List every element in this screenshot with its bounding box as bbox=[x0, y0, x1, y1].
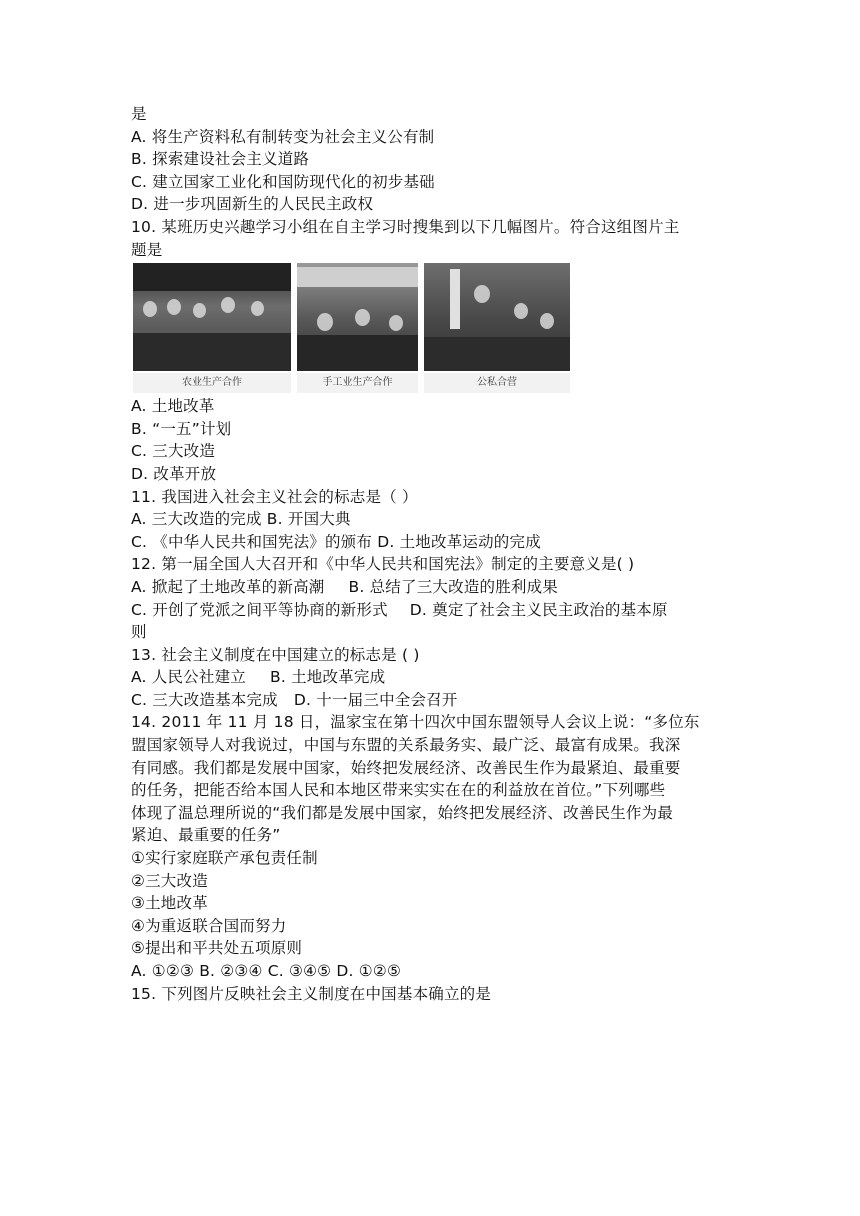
option-b: B. 总结了三大改造的胜利成果 bbox=[348, 577, 558, 596]
photo-agriculture-cooperation bbox=[133, 263, 291, 371]
question-14-stem-line: 的任务，把能否给本国人民和本地区带来实实在在的利益放在首位。”下列哪些 bbox=[131, 781, 666, 800]
question-12-options-cd bbox=[131, 599, 735, 622]
question-12-options-ab bbox=[131, 576, 735, 599]
text-line: 是 bbox=[131, 105, 147, 123]
question-14-stem-line: 紧迫、最重要的任务” bbox=[131, 826, 281, 845]
option-a: A. 掀起了土地改革的新高潮 bbox=[131, 577, 325, 596]
question-10-stem-cont: 题是 bbox=[131, 240, 163, 259]
question-11-options-ab: A. 三大改造的完成 B. 开国大典 bbox=[131, 510, 351, 529]
question-11-options-cd: C. 《中华人民共和国宪法》的颁布 D. 土地改革运动的完成 bbox=[131, 532, 541, 551]
option-c: C. 建立国家工业化和国防现代化的初步基础 bbox=[131, 172, 435, 191]
option-d: D. 进一步巩固新生的人民民主政权 bbox=[131, 195, 374, 214]
option-a: A. 将生产资料私有制转变为社会主义公有制 bbox=[131, 127, 435, 146]
question-14-stem-line: 盟国家领导人对我说过，中国与东盟的关系最务实、最广泛、最富有成果。我深 bbox=[131, 736, 681, 755]
question-14-item: ④为重返联合国而努力 bbox=[131, 916, 287, 935]
question-10-stem: 10. 某班历史兴趣学习小组在自主学习时搜集到以下几幅图片。符合这组图片主 bbox=[131, 217, 680, 236]
option-d: D. 十一届三中全会召开 bbox=[293, 690, 458, 709]
option-b: B. 探索建设社会主义道路 bbox=[131, 150, 310, 169]
question-15-stem: 15. 下列图片反映社会主义制度在中国基本确立的是 bbox=[131, 984, 492, 1003]
option-d: D. 奠定了社会主义民主政治的基本原 bbox=[409, 600, 668, 619]
question-13-options-ab bbox=[131, 666, 735, 689]
caption-2: 手工业生产合作 bbox=[297, 373, 418, 393]
photo-figure bbox=[131, 263, 571, 393]
option-a: A. 人民公社建立 bbox=[131, 668, 246, 687]
question-14-stem-line: 14. 2011 年 11 月 18 日，温家宝在第十四次中国东盟领导人会议上说：“多位东 bbox=[131, 713, 700, 732]
question-14-options: A. ①②③ B. ②③④ C. ③④⑤ D. ①②⑤ bbox=[131, 962, 402, 980]
option-c: C. 三大改造基本完成 bbox=[131, 690, 278, 709]
option-b: B. 土地改革完成 bbox=[270, 668, 386, 687]
photo-handicraft-cooperation bbox=[297, 263, 418, 371]
option-c: C. 开创了党派之间平等协商的新形式 bbox=[131, 600, 388, 619]
option-a: A. 土地改革 bbox=[131, 397, 215, 416]
question-14-item: ①实行家庭联产承包责任制 bbox=[131, 849, 318, 868]
caption-3: 公私合营 bbox=[424, 373, 570, 393]
question-14-item: ②三大改造 bbox=[131, 871, 208, 890]
question-12-stem: 12. 第一届全国人大召开和《中华人民共和国宪法》制定的主要意义是( ) bbox=[131, 555, 635, 574]
question-content bbox=[131, 103, 735, 1005]
option-d-cont: 则 bbox=[131, 623, 147, 642]
question-14-stem-line: 体现了温总理所说的“我们都是发展中国家，始终把发展经济、改善民生作为最 bbox=[131, 803, 674, 822]
question-13-options-cd bbox=[131, 689, 735, 712]
question-14-item: ③土地改革 bbox=[131, 894, 208, 913]
photo-joint-state-private bbox=[424, 263, 570, 371]
question-14-stem-line: 有同感。我们都是发展中国家，始终把发展经济、改善民生作为最紧迫、最重要 bbox=[131, 758, 681, 777]
question-13-stem: 13. 社会主义制度在中国建立的标志是 ( ) bbox=[131, 645, 420, 664]
caption-1: 农业生产合作 bbox=[133, 373, 291, 393]
option-b: B. “一五”计划 bbox=[131, 419, 232, 438]
option-c: C. 三大改造 bbox=[131, 442, 216, 461]
question-11-stem: 11. 我国进入社会主义社会的标志是（ ） bbox=[131, 487, 418, 506]
option-d: D. 改革开放 bbox=[131, 464, 217, 483]
question-14-item: ⑤提出和平共处五项原则 bbox=[131, 939, 303, 958]
